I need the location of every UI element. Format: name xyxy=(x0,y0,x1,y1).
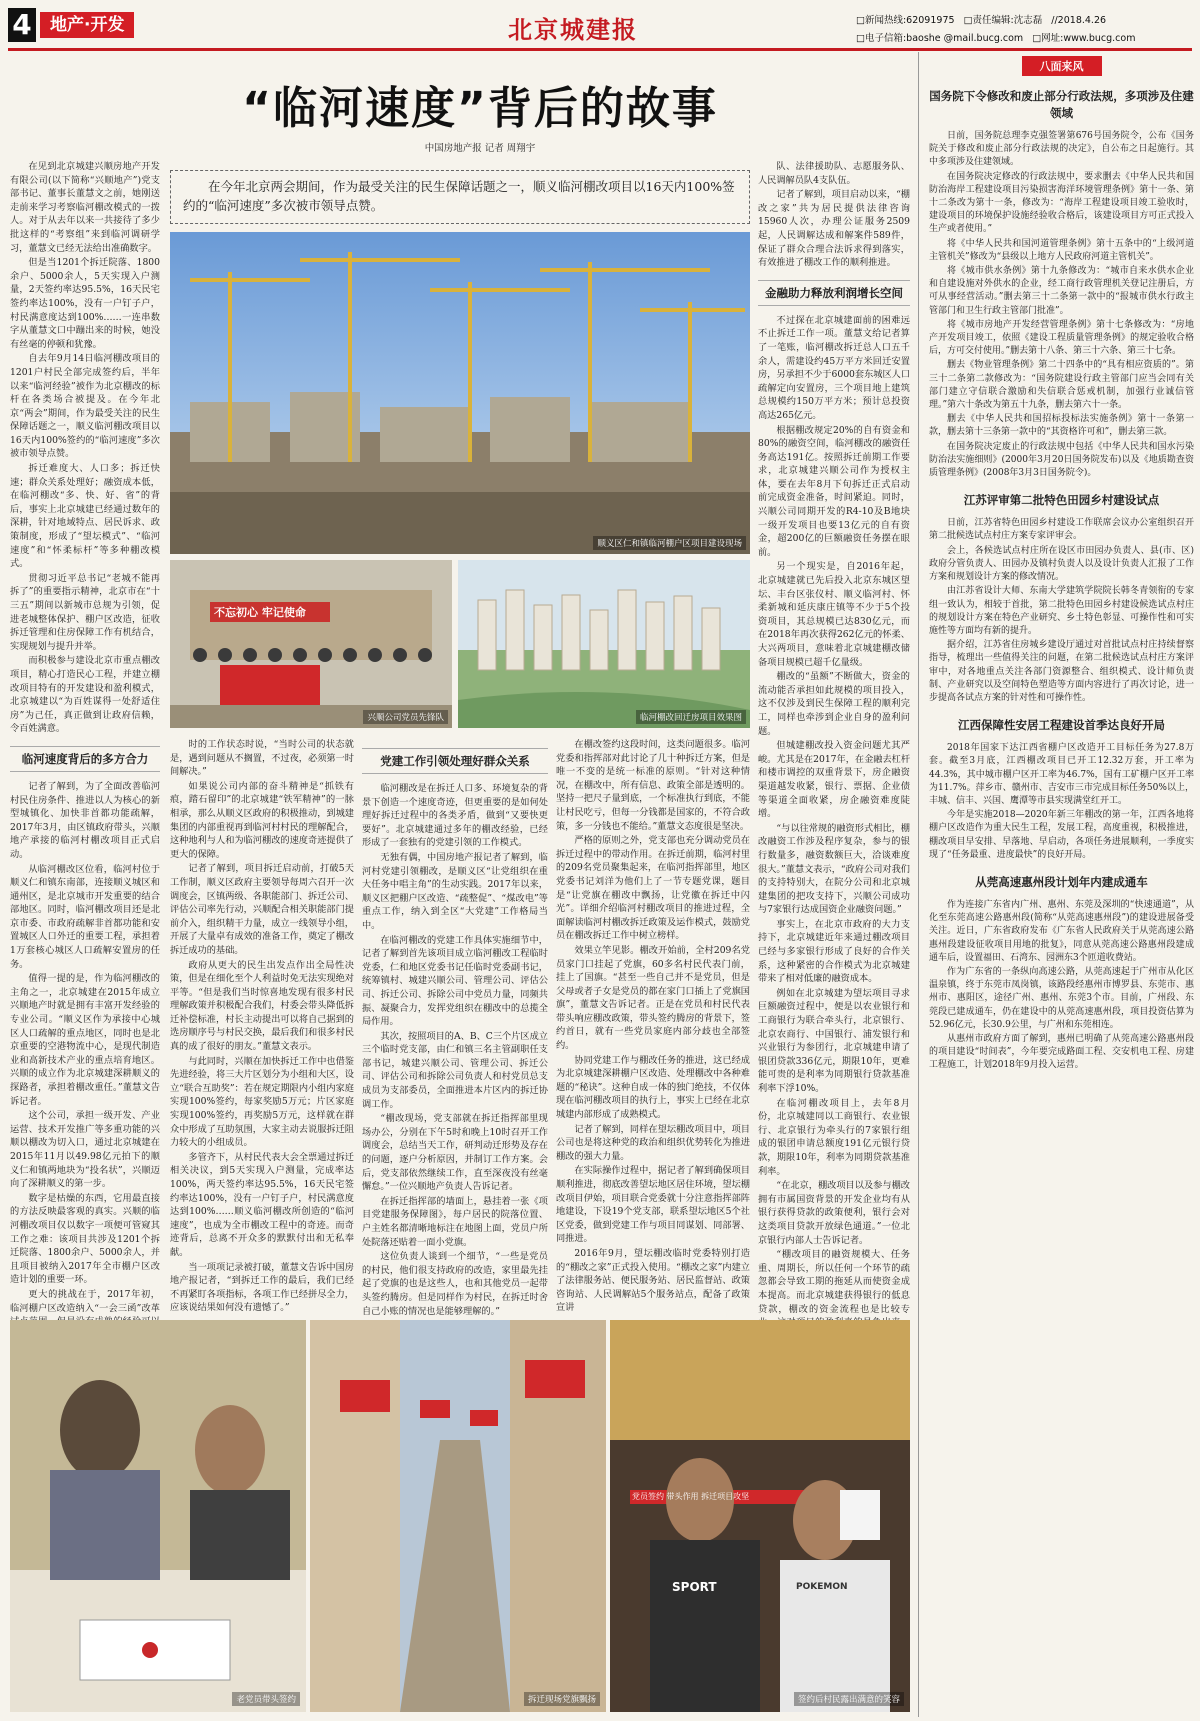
article-paragraph: 其次，按照项目的A、B、C三个片区成立三个临时党支部，由仁和镇三名主管副职任支部书记，城建兴顺公司、管理公司、拆迁公司、评估公司和拆除公司负责人和村党员总支成员为支部委员，全面推进本片区内的拆迁协调工作。 xyxy=(362,1030,548,1110)
masthead-info-row1 xyxy=(856,12,1112,26)
article-title: “临河速度”背后的故事 xyxy=(242,83,718,134)
section-label: 地产·开发 xyxy=(40,12,134,38)
article-paragraph: 值得一提的是，作为临河棚改的主角之一，北京城建在2015年成立兴顺地产时就是拥有丰富开发经验的专业公司。“顺义区作为承接中心城区人口疏解的重点地区，同时也是北京重要的空港物流中心，是现代制造业和高新技术产业的重点培育地区。兴顺的成立作为北京城建深耕顺义的探路者，承担着棚改重任。”董慧文告诉记者。 xyxy=(10,973,160,1107)
article-paragraph: 政府从更大的民生出发点作出全局性决策，但是在细化至个人利益时免无法实现绝对平等。“但是我们当时惊喜地发现有很多村民理解政策并积极配合我们，村委会带头降低拆迁补偿标准，村长主动提出可以将自己据到的选房顺序号与村民交换，最后我们和很多村民真的成了很好的朋友。”董慧文表示。 xyxy=(170,959,354,1053)
rendering-caption: 临河棚改回迁房项目效果图 xyxy=(636,710,746,724)
party-team-image xyxy=(170,560,452,728)
article-paragraph: 队、法律援助队、志愿服务队、人民调解员队4支队伍。 xyxy=(758,161,910,186)
article-paragraph: 拆迁难度大、人口多；拆迁快速；群众关系处理好；融资成本低，在临河棚改“多、快、好、省”的背后，事实上北京城建已经通过数年的深耕，针对地域特点、居民诉求、政策制度，形成了“望坛模式”、“临河速度”和“怀柔标杆”等多种棚改模式。 xyxy=(10,463,160,570)
news-item-paragraph: 今年是实施2018—2020年新三年棚改的第一年，江西各地将棚户区改造作为重大民生工程，发展工程，高度重视，积极推进，棚改项目早安排、早落地、早启动，各项任务进展顺利，一季度实现了“任务最重、进度最快”的良好开局。 xyxy=(929,810,1194,860)
article-paragraph: 例如在北京城建为望坛项目寻求巨额融资过程中，便是以农业银行和工商银行为联合牵头行，北京银行、北京农商行、中国银行、浦发银行和兴业银行为参团行，北京城建申请了银团贷款336亿元，期限10年，更难能可贵的是利率为同期银行贷款基准利率下浮10%。 xyxy=(758,987,910,1094)
paper-name: 北京城建报 xyxy=(508,15,638,44)
article-paragraph: 在拆迁指挥部的墙面上，悬挂着一张《项目党建服务保障图》，每户居民的院落位置、户主姓名都清晰地标注在地图上面，党员户所处院落还贴着一面小党旗。 xyxy=(362,1195,548,1248)
page-number: 4 xyxy=(8,8,36,42)
news-item-paragraph: 会上，各候选试点村庄所在设区市田园办负责人、县(市、区)政府分管负责人、田园办及镇村负责人以及设计负责人汇报了工作方案和规划设计方案的修改情况。 xyxy=(929,545,1194,583)
article-column-5 xyxy=(758,160,910,1313)
article-paragraph: “与以往常规的融资形式相比，棚改融资工作涉及程序复杂，参与的银行数量多，融资数额巨大，洽谈难度很大。”董慧文表示，“政府公司对我们的支持特别大，在院分公司和北京城建集团的把攻支持下，兴顺公司成功与7家银行达成国资企业融资问题。” xyxy=(758,822,910,916)
news-item-paragraph: 2018年国家下达江西省棚户区改造开工目标任务为27.8万套。截至3月底，江西棚改项目已开工12.32万套，开工率为44.3%，其中城市棚户区开工率为46.7%，国有工矿棚户区开工率为11.7%。萍乡市、赣州市、吉安市三市完成目标任务50%以上，丰城、信丰、兴国、鹰潭等市县实现满堂红开工。 xyxy=(929,743,1194,806)
news-item-paragraph: 由江苏省设计大师、东南大学建筑学院院长韩冬青领衔的专家组一致认为，相较于首批，第二批特色田园乡村建设候选试点村庄的规划设计方案在特色产业研究、乡土特色彰显、可操作性和可实施性等方面均有新的提升。 xyxy=(929,586,1194,636)
article-paragraph: 效果立竿见影。棚改开始前，全村209名党员家门口挂起了党旗，60多名村民代表门前，挂上了国旗。“甚至一些自己并不是党员，但是父母或者子女是党员的都在家门口插上了党旗国旗”，董慧文告诉记者。正是在党员和村民代表带头响应棚改政策，带头签约腾房的背景下，签约首日，就有一些党员家庭内部分歧也全部签约。 xyxy=(556,944,750,1052)
article-column-1 xyxy=(10,160,160,1315)
section-subhead: 临河速度背后的多方合力 xyxy=(10,746,160,772)
masthead-rule xyxy=(8,48,1192,51)
signing-image xyxy=(10,1320,306,1712)
news-item-paragraph: 删去《物业管理条例》第二十四条中的“具有相应资质的”。第三十二条第二款修改为：“国务院建设行政主管部门应当会同有关部门建立守信联合激励和失信联合惩戒机制，加强行业诚信管理。”第六十条改为第五十九条，删去第六十一条。 xyxy=(929,360,1194,411)
section-subhead: 党建工作引领处理好群众关系 xyxy=(362,748,548,774)
news-item-paragraph: 日前，国务院总理李克强签署第676号国务院令，公布《国务院关于修改和废止部分行政法规的决定》，自公布之日起施行。其中多项涉及住建领域。 xyxy=(929,131,1194,168)
email[interactable]: □电子信箱:baoshe @mail.bucg.com xyxy=(856,33,1024,44)
sidebar-tag: 八面来风 xyxy=(1022,56,1102,76)
article-paragraph: “棚改项目的融资规模大、任务重、周期长，所以任何一个环节的疏忽都会导致工期的拖延从而使资金成本提高。而北京城建获得银行的低息贷款，棚改的资金流程也是比较专 xyxy=(758,1249,910,1315)
news-item-paragraph: 删去《中华人民共和国招标投标法实施条例》第十一条第一款，删去第十三条第一款中的“其资格许可和”，删去第三款。 xyxy=(929,414,1194,438)
article-paragraph: 在棚改签约这段时间，这类问题很多。临河党委和指挥部对此讨论了几十种拆迁方案，但是唯一不变的是统一标准的原则。“针对这种情况，在棚改中，所有信息、政策全部是透明的。坚持一把尺子量到底，一个标准执行到底，不能让村民吃亏，但每一分钱都是国家的，不符合政策，多一分钱也不能给。”董慧文态度很是坚决。 xyxy=(556,739,750,832)
bottom-photo-3 xyxy=(610,1320,910,1712)
article-paragraph: 在临河棚改项目上，去年8月份，北京城建同以工商银行、农业银行、北京银行为牵头行的7家银行组成的银团申请总额度191亿元银行贷款，期限10年，利率为同期贷款基准利率。 xyxy=(758,1097,910,1177)
article-paragraph: 在见到北京城建兴顺房地产开发有限公司(以下简称“兴顺地产”)党支部书记、董事长董慧文之前，她刚送走前来学习考察临河棚改模式的一拨人。对于从去年以来一共接待了多少批这样的“考察组”来到临河调研学习，董慧文已经无法给出准确数字。 xyxy=(10,161,160,254)
villagers-image xyxy=(610,1320,910,1712)
flag-alley-image xyxy=(310,1320,606,1712)
article-paragraph: “在北京，棚改项目以及参与棚改拥有市属国资背景的开发企业均有从银行获得贷款的政策便利，银行会对这类项目贷款开放绿色通道。”一位北京银行内部人士告诉记者。 xyxy=(758,1180,910,1246)
article-paragraph: 数字是枯燥的东西，它用最直接的方法反映最客观的真实。兴顺的临河棚改项目仅以数字一项便可管窥其工作之难：该项目共涉及1201个拆迁院落、1800余户、5000余人，并且项目被纳入2017年全市棚户区改造计划的重要一环。 xyxy=(10,1192,160,1286)
shirt-text-2: POKEMON xyxy=(796,1582,848,1592)
article-paragraph: 这个公司，承担一级开发、产业运营、技术开发推广等多重功能的兴顺以棚改为切入口，通过北京城建在2015年11月以49.98亿元拍下的顺义仁和镇两地块为“投名状”，兴顺迈向了深耕顺义的第一步。 xyxy=(10,1110,160,1190)
article-paragraph: 如果说公司内部的奋斗精神是“抓铁有痕，踏石留印”的北京城建“铁军精神”的一脉相承，那么从顺义区政府的积极推动，到城建集团的内部重视再到临河村村民的理解配合，这种地利与人和为临河棚改的速度奇迹提供了更大的保障。 xyxy=(170,780,354,860)
article-paragraph: 临河棚改是在拆迁人口多、环境复杂的背景下创造一个速度奇迹，但更重要的是如何处理好拆迁过程中的各类矛盾，做到“又要快更要好”。北京城建通过多年的棚改经验，已经形成了一套独有的党建引领的工作模式。 xyxy=(362,783,548,849)
bottom-caption-3: 签约后村民露出满意的笑容 xyxy=(794,1692,904,1706)
article-paragraph: 但城建棚改投入资金问题尤其严峻。尤其是在2017年，在金融去杠杆和楼市调控的双重背景下，房企融资渠道越发收紧，银行、票据、企业债等渠道全面收紧，房企融资难度陡增。 xyxy=(758,740,911,820)
article-column-2 xyxy=(170,738,354,1313)
news-item-title[interactable]: 江西保障性安居工程建设首季达良好开局 xyxy=(958,718,1165,733)
article-paragraph: 这位负责人谈到一个细节，“一些是党员的村民，他们很支持政府的改造，家里最先挂起了党旗的也是这些人，也和其他党员一起带头签约腾房。但是同样作为村民，在拆迁时舍自己小账的情况也是能够理解的。” xyxy=(362,1251,548,1317)
article-paragraph: 严格的原则之外，党支部也充分调动党员在拆迁过程中的带动作用。在拆迁前期，临河村里的209名党员聚集起来，在临河指挥部里，地区党委书记刘洋为他们上了一节专题党课，题目是“让党旗在棚改中飘扬，让党徽在拆迁中闪光”。详细介绍临河村棚改项目的推进过程，全面解读临河村棚改拆迁政策及运作模式，鼓励党员在棚改拆迁工作中树立榜样。 xyxy=(556,835,750,942)
article-paragraph: “棚改现场，党支部就在拆迁指挥部里现场办公，分别在下午5时和晚上10时召开工作调度会，总结当天工作，研判动迁形势及存在的问题，逐户分析原因，并制订工作方案。会后，党支部依然继续工作，直至深夜没有丝毫懈怠。”一位兴顺地产负责人告诉记者。 xyxy=(362,1113,548,1193)
bottom-caption-1: 老党员带头签约 xyxy=(232,1692,300,1706)
editor: □责任编辑:沈志磊 xyxy=(963,15,1043,26)
team-banner-text: 不忘初心 牢记使命 xyxy=(214,606,306,619)
issue-date: //2018.4.26 xyxy=(1051,15,1107,26)
news-item-paragraph: 在国务院决定废止的行政法规中包括《中华人民共和国水污染防治法实施细则》(2000年3月20日国务院发布)以及《地质勘查资质管理条例》(2008年3月3日国务院令)。 xyxy=(929,441,1194,479)
article-byline: 中国房地产报 记者 周翔宇 xyxy=(424,143,536,154)
hero-photo xyxy=(170,232,750,554)
banner-text: 党员签约 带头作用 拆迁项目攻坚 xyxy=(632,1492,750,1501)
article-paragraph: 另一个现实是，自2016年起，北京城建就已先后投入北京东城区望坛、丰台区张仪村、顺义临河村、怀柔新城和延庆康庄镇等不少于5个投资项目，其总规模已达830亿元，而在2018年再次获得262亿元的怀柔、大兴两项目，意味着北京城建棚改储备项目规模已超千亿量级。 xyxy=(758,561,910,668)
news-item-title[interactable]: 江苏评审第二批特色田园乡村建设试点 xyxy=(963,493,1160,508)
article-paragraph: 在实际操作过程中，据记者了解到确保项目顺利推进，彻底改善望坛地区居住环境，望坛棚改项目伊始，项目联合党委就十分注意指挥部阵地建设，下设19个党支部，联系望坛地区5个社区党委，做到党建工作与项目同谋划、同部署、同推进。 xyxy=(556,1165,750,1245)
rendering-photo xyxy=(458,560,750,728)
article-paragraph: 无独有偶，中国房地产报记者了解到，临河村党建引领棚改，是顺义区“让党组织在重大任务中唱主角”的生动实践。2017年以来，顺义区把棚户区改造、“疏整促”、“煤改电”等重点工作，纳入到全区“大党建”工作格局当中。 xyxy=(362,851,548,931)
hero-caption: 顺义区仁和镇临河棚户区项目建设现场 xyxy=(593,536,746,550)
article-paragraph: 而积极参与建设北京市重点棚改项目，精心打造民心工程，并建立棚改项目特有的开发建设和盈利模式，北京城建以“为百姓谋得一处舒适住房”为己任，真正做到让政府信赖，令百姓满意。 xyxy=(10,655,160,735)
news-item-paragraph: 据介绍，江苏省住房城乡建设厅通过对首批试点村庄持续督察指导，梳理出一些值得关注的问题，在第二批候选试点村庄方案评审中，对各地重点关注各部门资源整合、组织模式、设计师负责制、产业研究以及空间特色塑造等方面内容进行了再次讨论，进一步提高各试点方案的针对性和可操作性。 xyxy=(929,640,1194,703)
masthead-info-row2 xyxy=(856,30,1141,44)
news-item-paragraph: 将《城市供水条例》第十九条修改为：“城市自来水供水企业和自建设施对外供水的企业，经工商行政管理机关登记注册后，方可从事经营活动。”删去第三十二条第一款中的“报城市供水行政主管部门和卫生行政主管部门批准”。 xyxy=(929,266,1194,316)
news-item-title[interactable]: 国务院下令修改和废止部分行政法规，多项涉及住建领域 xyxy=(929,89,1194,120)
construction-site-image xyxy=(170,232,750,554)
article-paragraph: 记者了解到，项目拆迁启动前，打破5天工作制，顺义区政府主要领导每周六召开一次调度会，区镇两级、各职能部门、拆迁公司、评估公司率先行动，兴顺配合相关职能部门提前介入，组织精干力量，成立一线领导小组，开展了大量卓有成效的准备工作，奠定了棚改拆迁成功的基础。 xyxy=(170,863,354,956)
resettlement-rendering-image xyxy=(458,560,750,728)
article-paragraph: 多管齐下，从村民代表大会全票通过拆迁相关决议，到5天实现入户测量，完成率达100%，两天签约率达95.5%，16天民宅签约率达100%，没有一户钉子户，村民满意度达到100%……顺义临河棚改所创造的“临河速度”，也成为全市棚改工程中的奇迹。而奇迹背后，总离不开众多的默默付出和无私奉献。 xyxy=(170,1151,354,1258)
news-item-paragraph: 将《中华人民共和国河道管理条例》第十五条中的“上级河道主管机关”修改为“县级以上地方人民政府河道主管机关”。 xyxy=(929,238,1194,262)
bottom-photo-1 xyxy=(10,1320,306,1712)
article-paragraph: 当一项项记录被打破，董慧文告诉中国房地产报记者，“到拆迁工作的最后，我们已经不再紧盯各项指标，各项工作已经拼尽全力，应该说结果如何没有遗憾了。” xyxy=(170,1261,354,1314)
article-paragraph: 记者了解到，同样在望坛棚改项目中，项目公司也是将这种党的政治和组织优势转化为推进棚改的强大力量。 xyxy=(556,1123,750,1162)
masthead xyxy=(8,6,1192,50)
news-item-title[interactable]: 从莞高速惠州段计划年内建成通车 xyxy=(975,874,1148,889)
website[interactable]: □网址:www.bucg.com xyxy=(1032,33,1136,44)
news-item-paragraph: 作为连接广东省内广州、惠州、东莞及深圳的“快速通道”，从化至东莞高速公路惠州段(简称“从莞高速惠州段”)的建设进展备受关注。近日，广东省政府发布《广东省人民政府关于从莞高速公路惠州段建设征收项目用地的批复》，同意从莞高速公路惠州段建成通车后，设置福田、石湾东、园洲东3个匝道收费站。 xyxy=(929,899,1194,963)
bottom-photo-2 xyxy=(310,1320,606,1712)
article-paragraph: 贯彻习近平总书记“老城不能再拆了”的重要指示精神，北京市在“十三五”期间以新城市总规为引领，促进老城整体保护、棚户区改造，征收拆迁管理和住房保障工作有机结合，实现规划与提升并举。 xyxy=(10,572,160,652)
team-photo xyxy=(170,560,452,728)
section-subhead: 金融助力释放利润增长空间 xyxy=(758,280,910,306)
article-paragraph: 记者了解到，项目启动以来，“棚改之家”共为居民提供法律咨询15960人次，办理公证服务2509起，人民调解达成和解案件589件，保证了群众合理合法诉求得到落实，有效推进了棚改工作的顺利推进。 xyxy=(758,189,910,269)
news-item-paragraph: 从惠州市政府方面了解到，惠州已明确了从莞高速公路惠州段的项目建设“时间表”，今年要完成路面工程、交安机电工程、房建工程施工，计划2018年9月投入运营。 xyxy=(929,1033,1194,1071)
article-paragraph: 记者了解到，为了全面改善临河村民住房条件、推进以人为核心的新型城镇化、加快非首都功能疏解，2017年3月，由区镇政府带头，兴顺地产承接的临河村棚改项目正式启动。 xyxy=(10,780,160,860)
team-caption: 兴顺公司党员先锋队 xyxy=(363,710,448,724)
news-item-paragraph: 作为广东省的一条纵向高速公路，从莞高速起于广州市从化区温泉镇，终于东莞市凤岗镇，该路段经惠州市博罗县、东莞市、惠州市、惠阳区，途径广州、惠州、东莞3个市。目前，广州段、东莞段已建成通车，仍在建设中的从莞高速惠州段，项目投资估算为52.96亿元，长30.9公里，与广州和东莞相连。 xyxy=(929,966,1194,1030)
article-paragraph: 根据棚改规定20%的自有资金和80%的融资空间，临河棚改的融资任务高达191亿。按照拆迁前期工作要求，北京城建兴顺公司作为授权主体，要在去年8月下旬拆迁正式启动前完成资金准备，时间紧迫。同时，兴顺公司同期开发的R4-10及B地块一级开发项目也要13亿元的自有资金，超200亿的巨额融资任务摆在眼前。 xyxy=(758,424,910,558)
article-lead-box xyxy=(170,170,750,224)
article-paragraph: 在临河棚改的党建工作具体实施细节中，记者了解到首先该项目成立临河棚改工程临时党委，仁和地区党委书记任临时党委副书记，统筹镇村、城建兴顺公司、管理公司、评估公司、拆迁公司、拆除公司中党员力量，同频共振、凝聚合力，发挥党组织在棚改中的总揽全局作用。 xyxy=(362,934,548,1028)
article-paragraph: 2016年9月，望坛棚改临时党委特别打造的“棚改之家”正式投入使用。“棚改之家”内建立了法律服务站、便民服务站、居民监督站、政策咨询站、人民调解站5个服务站点，配备了政策宣讲 xyxy=(556,1247,750,1314)
sidebar-items xyxy=(929,88,1194,1073)
news-sidebar xyxy=(918,52,1194,1717)
article-lead: 在今年北京两会期间，作为最受关注的民生保障话题之一，顺义临河棚改项目以16天内100%签约的“临河速度”多次被市领导点赞。 xyxy=(183,179,735,213)
shirt-text: SPORT xyxy=(672,1580,717,1594)
article-paragraph: 从临河棚改区位看，临河村位于顺义仁和镇东南部，连接顺义城区和通州区，是北京城市开发重要的结合部地区。同时，临河棚改项目还是北京市委、市政府疏解非首都功能和安置城区人口外迁的重要工程，承担着1万套核心城区人口疏解安置房的任务。 xyxy=(10,863,160,970)
article-paragraph: 事实上，在北京市政府的大力支持下，北京城建近年来通过棚改项目已经与多家银行形成了良好的合作关系，这种紧密的合作模式为北京城建带来了相对低廉的融资成本。 xyxy=(758,918,910,985)
article-column-4 xyxy=(556,738,750,1313)
article-paragraph: 不过探在北京城建面前的困难远不止拆迁工作一项。董慧文给记者算了一笔账，临河棚改拆迁总人口五千余人，需建设约45万平方米回迁安置房，另承担不少于6000套东城区人口疏解定向安置房，三个项目地上建筑总规模约150万平方米；预计总投资高达265亿元。 xyxy=(758,314,911,421)
news-item-paragraph: 在国务院决定修改的行政法规中，要求删去《中华人民共和国防治海岸工程建设项目污染损害海洋环境管理条例》第十一条、第十二条改为第十一条，修改为：“海岸工程建设项目竣工验收时，建设项目的环境保护设施经验收合格后，该建设项目方可正式投入生产或者使用。” xyxy=(929,171,1194,235)
news-item-paragraph: 将《城市房地产开发经营管理条例》第十七条修改为：“房地产开发项目竣工，依照《建设工程质量管理条例》的规定验收合格后，方可交付使用。”删去第十八条、第三十六条、第三十七条。 xyxy=(929,319,1194,357)
article-paragraph: 时的工作状态时说，“当时公司的状态就是，遇到问题从不搁置，不过夜，必须第一时间解决。” xyxy=(170,739,354,778)
article-column-3 xyxy=(362,738,548,1317)
article-paragraph: 更大的挑战在于，2017年初，临河棚户区改造纳入“一会三函”改革 xyxy=(10,1288,160,1314)
hotline: □新闻热线:62091975 xyxy=(856,15,955,26)
article-paragraph: 与此同时，兴顺在加快拆迁工作中也借鉴先进经验，将三大片区划分为小组和大区，设立“联合互助奖”：若在规定期限内小组内家庭实现100%签约，每家奖励5万元；片区家庭实现100%签约，再奖励5万元，这样就在群众中形成了互助氛围，大家主动去说服拆迁阻力较大的小组成员。 xyxy=(170,1055,354,1149)
bottom-caption-2: 拆迁现场党旗飘扬 xyxy=(524,1692,600,1706)
article-paragraph: 但是当1201个拆迁院落、1800余户、5000余人，5天实现入户测量，2天签约率达95.5%，16天民宅签约率达100%，没有一户钉子户，村民满意度达到100%……一连串数字从董慧文口中蹦出来的时候，她没有丝毫的停顿和犹豫。 xyxy=(10,257,160,350)
article-paragraph: 自去年9月14日临河棚改项目的1201户村民全部完成签约后，半年以来“临河经验”被作为北京棚改的标杆在各类场合被提及。在今年北京“两会”期间，作为最受关注的民生保障话题之一，顺义临河棚改项目以16天内100%签约的“临河速度”多次被市领导点赞。 xyxy=(10,353,160,460)
news-item-paragraph: 日前，江苏省特色田园乡村建设工作联席会议办公室组织召开第二批候选试点村庄方案专家评审会。 xyxy=(929,518,1194,542)
article-paragraph: 协同党建工作与棚改任务的推进，这已经成为北京城建深耕棚户区改造、处理棚改中各种难题的“秘诀”。这种自成一体的独门绝技，不仅体现在临河棚改项目的执行上，事实上已经在北京城建内部形成了成熟模式。 xyxy=(556,1054,750,1121)
article-paragraph: 棚改的“虽额”不断做大，资金的流动能否承担如此规模的项目投入，这不仅涉及到民生保障工程的顺利完工，同样也牵涉到企业自身的盈利问题。 xyxy=(758,671,910,737)
